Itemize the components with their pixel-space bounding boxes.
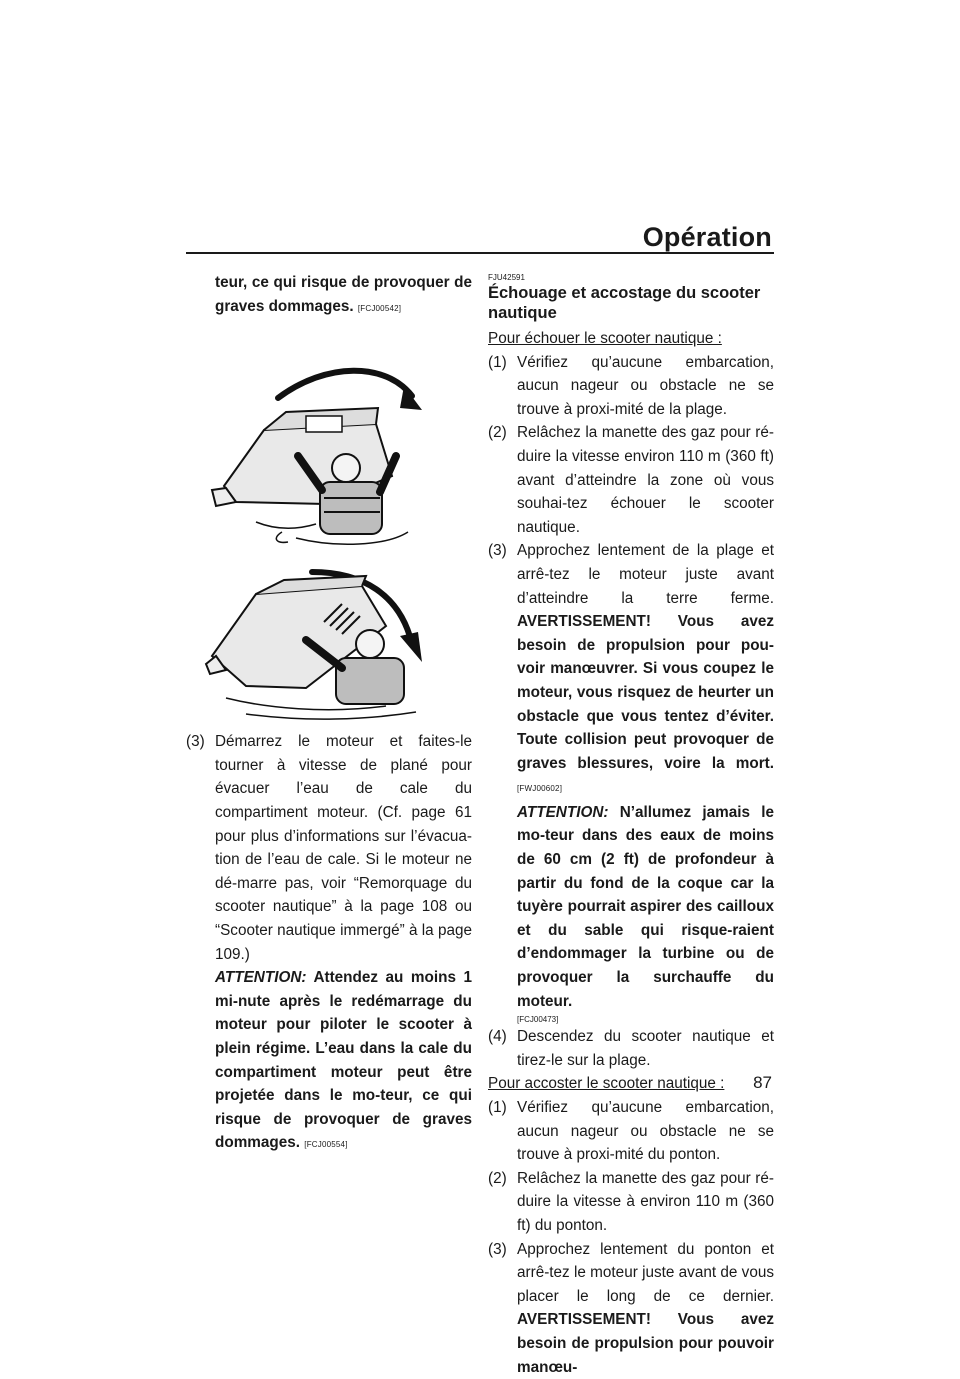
page-title: Opération — [642, 222, 772, 252]
step-attention — [517, 801, 774, 1013]
section-heading: Échouage et accostage du scooter nautique — [488, 284, 761, 322]
step-number: (2) — [488, 424, 507, 442]
step-3-attention — [215, 966, 472, 1157]
attention-text: N’allumez jamais le mo-teur dans des eaux de moins de 60 cm (2 ft) de profondeur à partir du fond de la coque car la tuyère pourrait aspirer des cailloux et du sable qui risque-raient d’endommager la turbine ou de provoquer la surchauffe du moteur. — [517, 803, 774, 1010]
step-number: (2) — [488, 1169, 507, 1187]
warning-text: AVERTISSEMENT! Vous avez besoin de propulsion pour pouvoir manœu- — [517, 1311, 774, 1376]
subheading-beaching: Pour échouer le scooter nautique : — [488, 330, 722, 347]
beach-step-1 — [488, 351, 774, 422]
step-number: (1) — [488, 353, 507, 371]
step-number: (3) — [488, 542, 507, 560]
caution-code: [FCJ00542] — [357, 303, 402, 313]
step-text: Vérifiez qu’aucune embarcation, aucun nageur ou obstacle ne se trouve à proxi-mité de la plage. — [517, 353, 774, 418]
step-3 — [186, 730, 472, 1157]
right-column — [488, 271, 774, 1379]
page-number: 87 — [753, 1073, 772, 1092]
left-column — [186, 271, 472, 1157]
beach-step-4 — [488, 1025, 774, 1072]
dock-step-1 — [488, 1096, 774, 1167]
attention-text: Attendez au moins 1 mi-nute après le redémarrage du moteur pour piloter le scooter à plein régime. L’eau dans la cale du compartiment moteur peut être projetée dans le mo-teur, ce qui risque de provoquer de graves dommages. — [215, 969, 472, 1152]
step-text: Approchez lentement de la plage et arrê-tez le moteur juste avant d’atteindre la terre ferme. — [517, 542, 774, 607]
step-text: Vérifiez qu’aucune embarcation, aucun nageur ou obstacle ne se trouve à proxi-mité du ponton. — [517, 1099, 774, 1164]
step-text: Approchez lentement du ponton et arrê-tez le moteur juste avant de vous placer le long de ce dernier. — [517, 1240, 774, 1305]
warning-code: [FWJ00602] — [517, 784, 563, 794]
beach-step-3 — [488, 539, 774, 1025]
step-number: (3) — [186, 733, 205, 751]
continued-caution-paragraph — [186, 271, 472, 320]
step-text: Relâchez la manette des gaz pour ré-duire la vitesse environ 110 m (360 ft) avant d’atteindre la zone où vous souhai-tez échouer le scooter nautique. — [517, 424, 774, 536]
step-3-text: Démarrez le moteur et faites-le tourner à vitesse de plané pour évacuer l’eau de cale du compartiment moteur. (Cf. page 61 pour plus d’informations sur l’évacua-tion de l’eau de cale. Si le moteur ne dé-marre pas, voir “Remorquage du scooter nautique” à la page 108 ou “Scooter nautique immergé” à la page 109.) — [215, 733, 472, 963]
step-number: (3) — [488, 1240, 507, 1258]
attention-code: [FCJ00554] — [304, 1140, 348, 1150]
beach-step-2 — [488, 421, 774, 539]
header-divider — [186, 252, 774, 254]
dock-step-2 — [488, 1167, 774, 1238]
attention-label: ATTENTION: — [215, 969, 307, 987]
step-text: Relâchez la manette des gaz pour ré-duire la vitesse à environ 110 m (360 ft) du ponton. — [517, 1169, 774, 1234]
step-number: (1) — [488, 1099, 507, 1116]
continued-caution-text: teur, ce qui risque de provoquer de graves dommages. — [215, 274, 472, 315]
subheading-docking: Pour accoster le scooter nautique : — [488, 1075, 725, 1093]
step-number: (4) — [488, 1028, 507, 1046]
warning-text: AVERTISSEMENT! Vous avez besoin de propulsion pour pou-voir manœuvrer. Si vous coupez le moteur, vous risquez de heurter un obstacle que vous tentez d’éviter. Toute collision peut provoquer de graves blessures, voire la mort. — [517, 613, 774, 772]
righting-illustration — [186, 326, 472, 726]
step-text: Descendez du scooter nautique et tirez-le sur la plage. — [517, 1028, 774, 1069]
step-text-with-warning — [517, 539, 774, 801]
section-code: FJU42591 — [488, 273, 525, 282]
attention-label: ATTENTION: — [517, 803, 609, 821]
attention-code: [FCJ00473] — [517, 1015, 559, 1025]
